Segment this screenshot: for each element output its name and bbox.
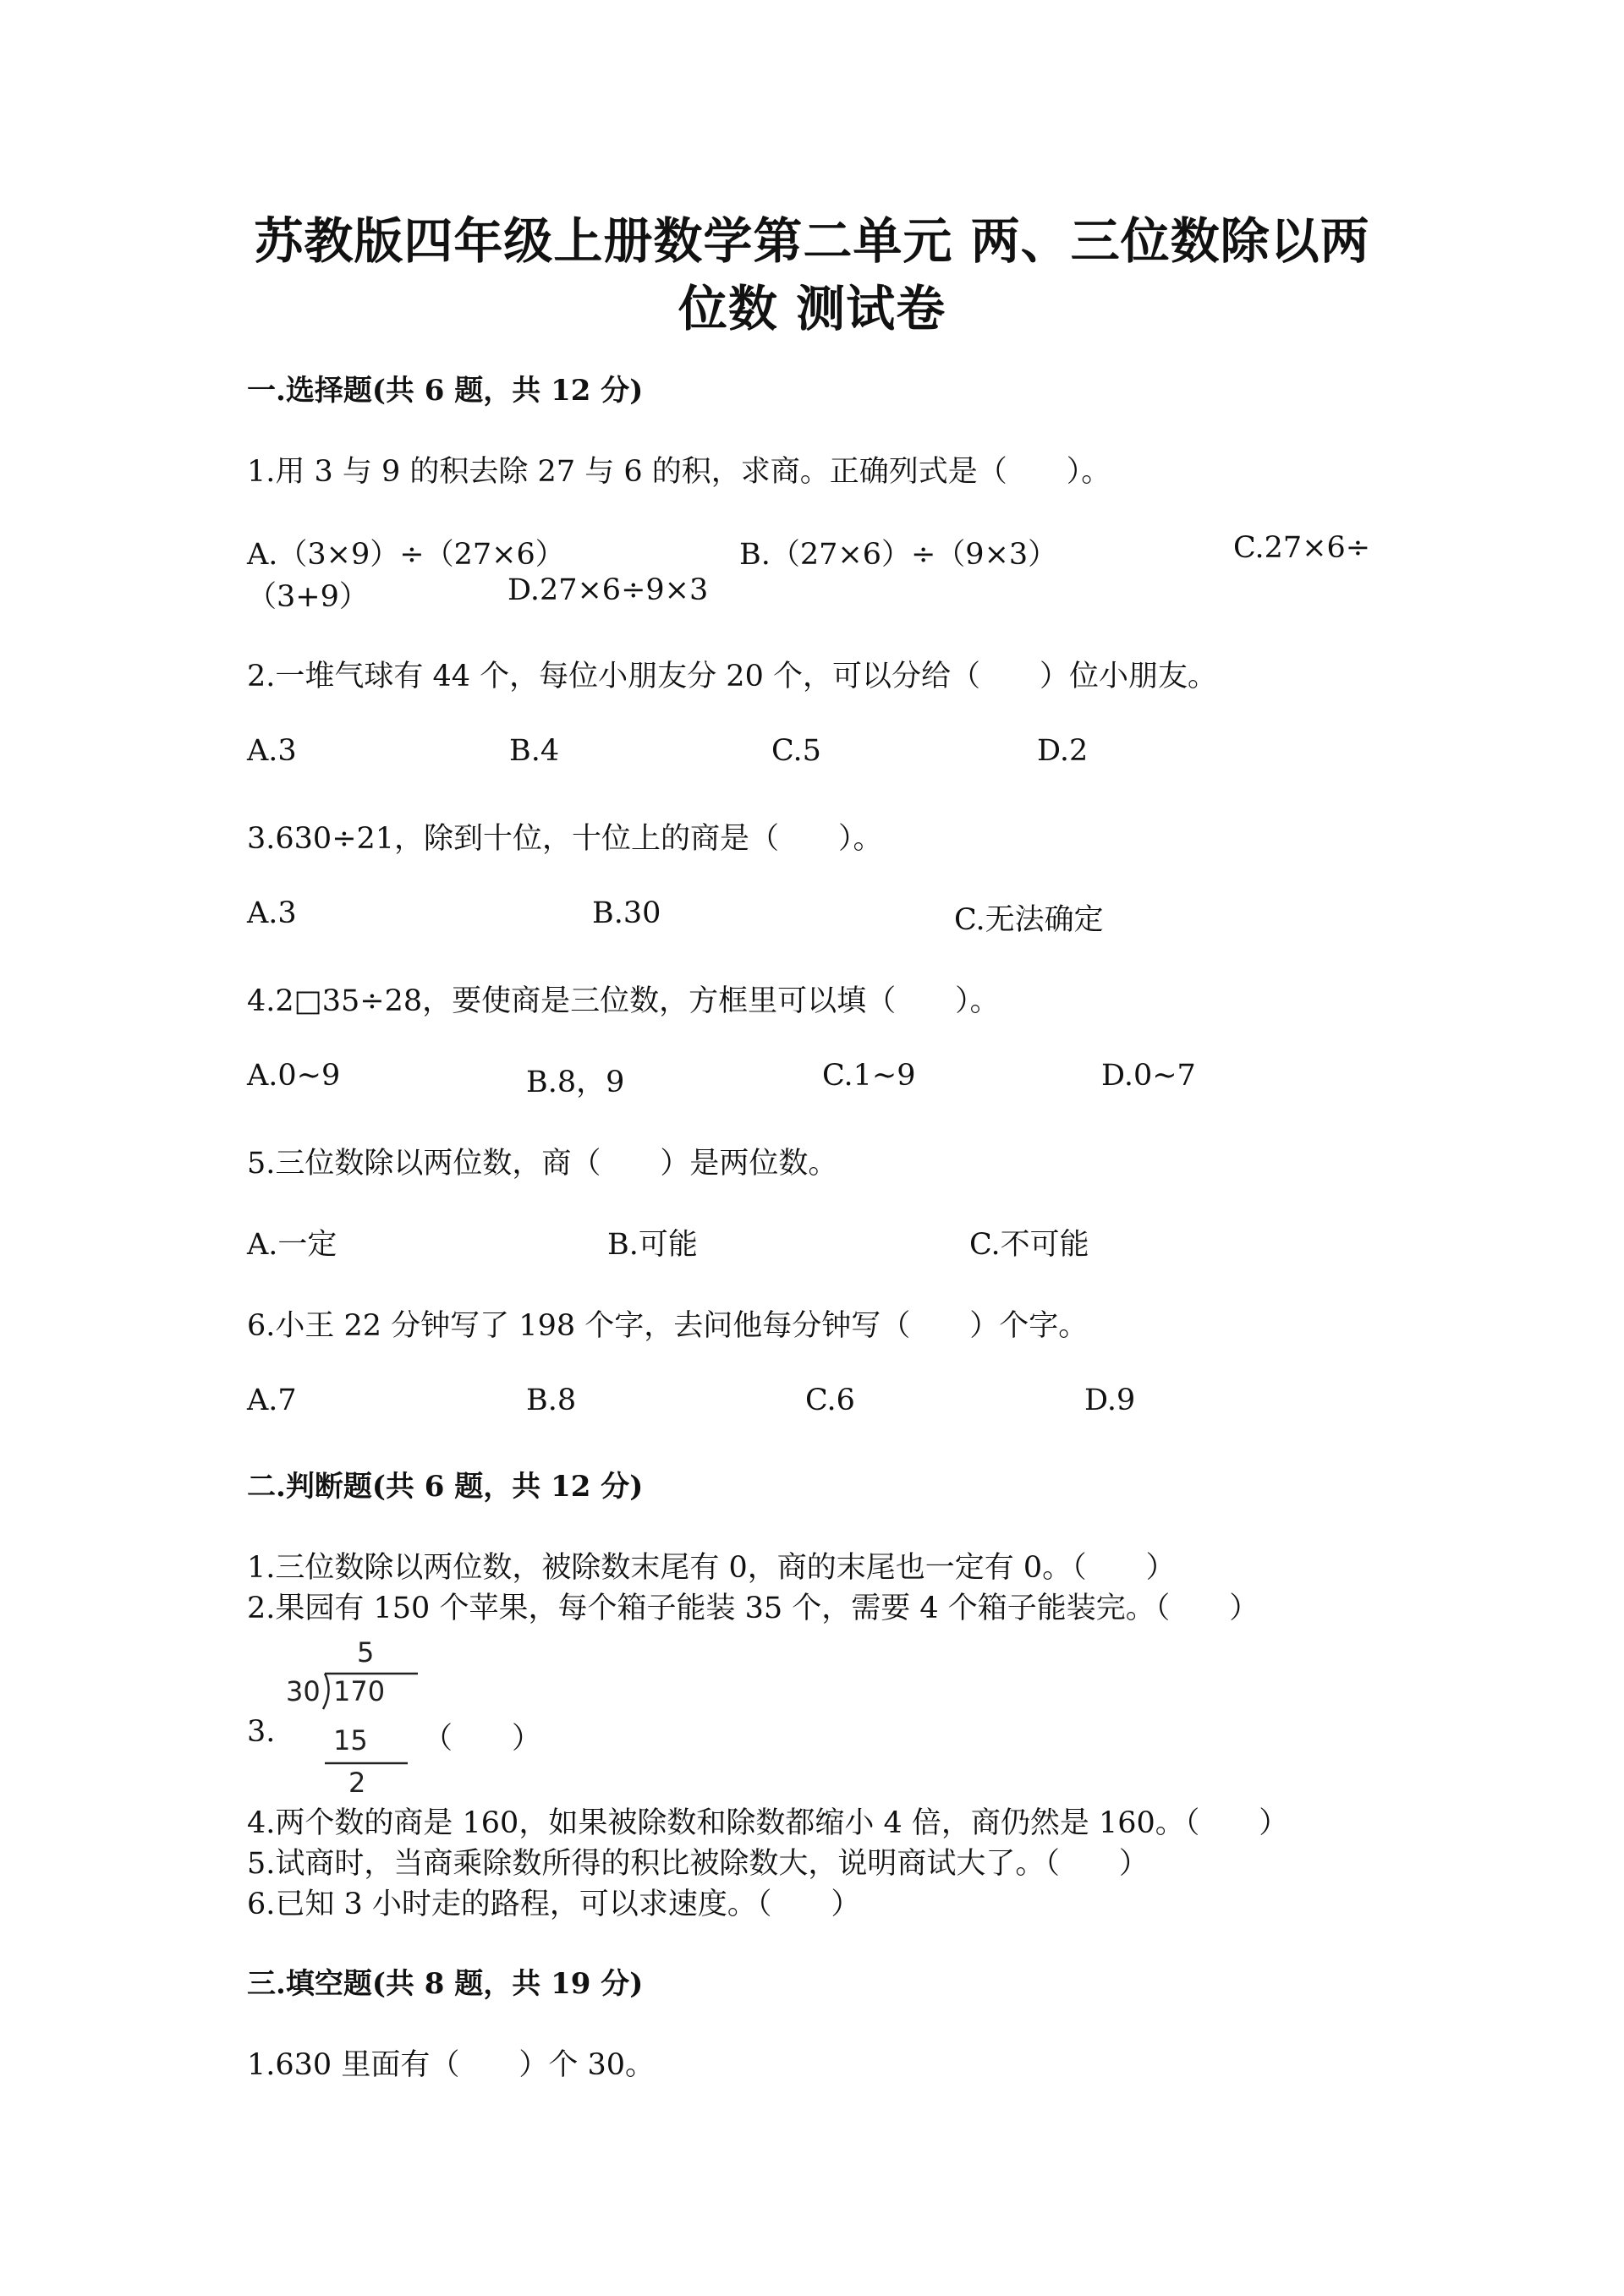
long-division-product: 15 (333, 1724, 368, 1756)
question-3-option-a: A.3 (247, 896, 297, 930)
judgement-item-3-number: 3. (247, 1715, 276, 1749)
question-1-option-b: B.（27×6）÷（9×3） (739, 538, 1058, 572)
question-4-stem: 4.2□35÷28，要使商是三位数，方框里可以填（ ）。 (247, 984, 1000, 1018)
section-heading-choice: 一.选择题(共 6 题，共 12 分) (247, 374, 644, 408)
long-division-quotient: 5 (357, 1636, 375, 1669)
question-2-option-d: D.2 (1037, 734, 1089, 768)
question-4-option-c: C.1~9 (822, 1059, 916, 1093)
section-heading-fill-blank: 三.填空题(共 8 题，共 19 分) (247, 1967, 644, 2001)
judgement-item-5: 5.试商时，当商乘除数所得的积比被除数大，说明商试大了。（ ） (247, 1847, 1149, 1881)
question-3-stem: 3.630÷21，除到十位，十位上的商是（ ）。 (247, 822, 883, 856)
section-heading-judgement: 二.判断题(共 6 题，共 12 分) (247, 1470, 644, 1504)
question-3-option-c: C.无法确定 (954, 903, 1104, 937)
long-division-divisor: 30 (286, 1675, 321, 1707)
long-division-figure (281, 1636, 433, 1806)
question-1-option-c: C.27×6÷ (1233, 531, 1371, 565)
judgement-item-2: 2.果园有 150 个苹果，每个箱子能装 35 个，需要 4 个箱子能装完。（ ） (247, 1592, 1259, 1625)
question-4-option-d: D.0~7 (1101, 1059, 1196, 1093)
question-2-stem: 2.一堆气球有 44 个，每位小朋友分 20 个，可以分给（ ）位小朋友。 (247, 660, 1217, 693)
judgement-item-6: 6.已知 3 小时走的路程，可以求速度。（ ） (247, 1888, 861, 1921)
exam-title-line2: 位数 测试卷 (678, 280, 946, 337)
question-1-option-c-continued: （3+9） (247, 580, 369, 614)
judgement-item-4: 4.两个数的商是 160，如果被除数和除数都缩小 4 倍，商仍然是 160。（ ） (247, 1806, 1289, 1840)
exam-title-line1: 苏教版四年级上册数学第二单元 两、三位数除以两 (254, 212, 1370, 270)
question-2-option-c: C.5 (771, 734, 821, 768)
question-1-option-a: A.（3×9）÷（27×6） (247, 538, 565, 572)
question-4-option-a: A.0~9 (247, 1059, 341, 1093)
question-5-option-b: B.可能 (607, 1228, 698, 1262)
long-division-lines (281, 1636, 433, 1806)
fill-blank-item-1: 1.630 里面有（ ）个 30。 (247, 2048, 655, 2082)
question-6-option-c: C.6 (805, 1384, 855, 1417)
question-5-option-c: C.不可能 (969, 1228, 1089, 1262)
question-5-stem: 5.三位数除以两位数，商（ ）是两位数。 (247, 1147, 838, 1181)
question-6-option-d: D.9 (1084, 1384, 1136, 1417)
long-division-dividend: 170 (333, 1675, 386, 1707)
long-division-remainder: 2 (348, 1767, 366, 1799)
question-2-option-b: B.4 (509, 734, 560, 768)
question-6-option-b: B.8 (526, 1384, 577, 1417)
question-5-option-a: A.一定 (247, 1228, 337, 1262)
question-6-option-a: A.7 (247, 1384, 297, 1417)
question-1-stem: 1.用 3 与 9 的积去除 27 与 6 的积，求商。正确列式是（ ）。 (247, 455, 1111, 489)
question-1-option-d: D.27×6÷9×3 (508, 573, 709, 607)
judgement-item-1: 1.三位数除以两位数，被除数末尾有 0，商的末尾也一定有 0。（ ） (247, 1551, 1176, 1585)
question-4-option-b: B.8，9 (526, 1066, 625, 1099)
question-2-option-a: A.3 (247, 734, 297, 768)
question-6-stem: 6.小王 22 分钟写了 198 个字，去问他每分钟写（ ）个字。 (247, 1309, 1089, 1343)
question-3-option-b: B.30 (592, 896, 661, 930)
judgement-item-3-blank: （ ） (423, 1722, 542, 1756)
